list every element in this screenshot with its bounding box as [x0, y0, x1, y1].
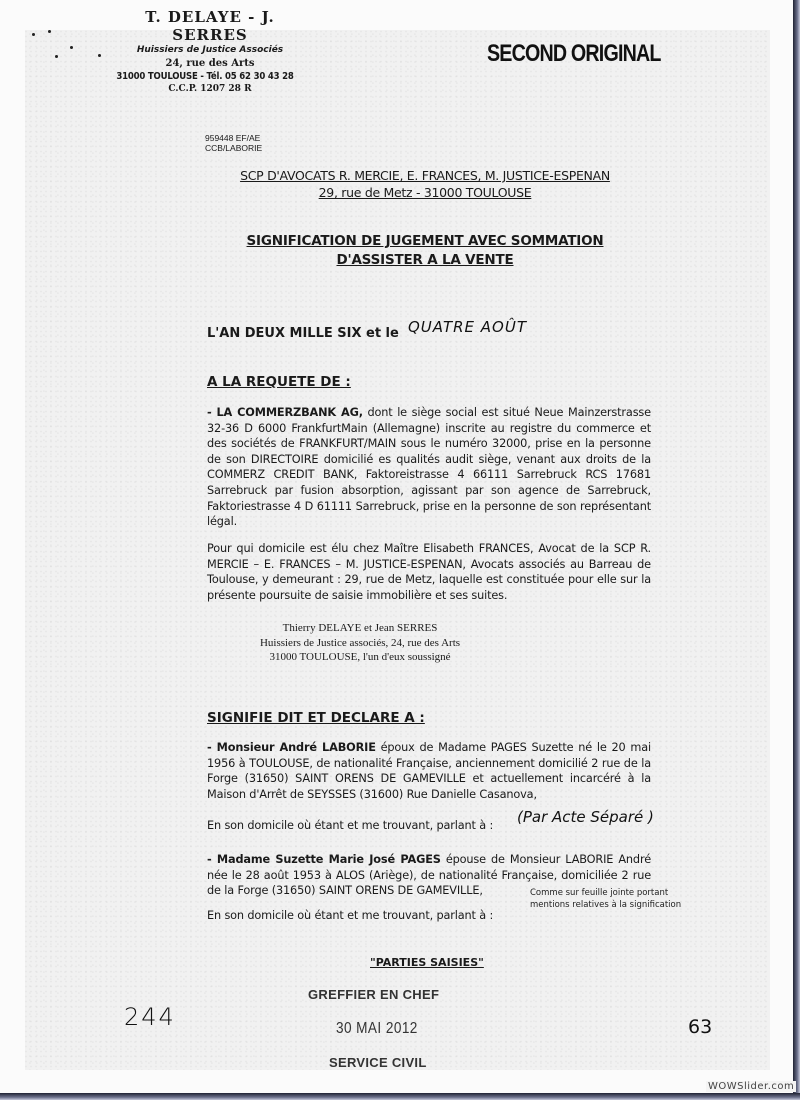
title-line-2: D'ASSISTER A LA VENTE [336, 252, 514, 268]
party1-handwritten-note: (Par Acte Séparé ) [517, 808, 654, 826]
bailiff-stamp [110, 8, 310, 96]
party2-text: épouse de Monsieur LABORIE André née le 28 août 1953 à ALOS (Ariège), de nationalité Française, domiciliée 2 rue de la Forge (31650) SAINT ORENS DE GAMEVILLE, [207, 853, 651, 898]
party2-domicile: En son domicile où étant et me trouvant, parlant à : [207, 909, 494, 922]
party1-paragraph [207, 740, 651, 802]
requete-party-paragraph [207, 405, 651, 530]
party1-name: - Monsieur André LABORIE [207, 741, 376, 754]
handwritten-page-number-left: 244 [124, 1003, 176, 1031]
frame-shadow-right [793, 0, 800, 1100]
law-firm-header [190, 167, 660, 201]
stamp-role: Huissiers de Justice Associés [136, 45, 284, 55]
signatory-line-2: Huissiers de Justice associés, 24, rue des Arts [259, 636, 461, 649]
party1-text: époux de Madame PAGES Suzette né le 20 mai 1956 à TOULOUSE, de nationalité Française, anciennement domicilié 2 rue de la Forge (31650) SAINT ORENS DE GAMEVILLE et actuellement incarcéré à la Maison d'Arrêt de SEYSSES (31600) Rue Danielle Casanova, [207, 741, 651, 801]
service-civil-stamp: SERVICE CIVIL [329, 1055, 427, 1070]
date-line-printed: L'AN DEUX MILLE SIX et le [207, 326, 399, 341]
title-line-1: SIGNIFICATION DE JUGEMENT AVEC SOMMATION [246, 233, 604, 249]
stamp-address: 24, rue des Arts [165, 58, 255, 69]
party2-stamp-note: Comme sur feuille jointe portant mentions relatives à la signification [530, 888, 682, 910]
requete-party-name: - LA COMMERZBANK AG, [207, 406, 363, 419]
handwritten-page-number-right: 63 [688, 1016, 713, 1038]
domicile-paragraph: Pour qui domicile est élu chez Maître Elisabeth FRANCES, Avocat de la SCP R. MERCIE – E. FRANCES – M. JUSTICE-ESPENAN, Avocats associés au Barreau de Toulouse, y demeurant : 29, rue de Metz, laquelle est constituée pour elle sur la présente poursuite de saisie immobilière et ses suites. [207, 542, 651, 602]
stamp-city-tel: 31000 TOULOUSE - Tél. 05 62 30 43 28 [116, 71, 294, 82]
signatory-block [240, 621, 480, 665]
parties-saisies-label: "PARTIES SAISIES" [370, 956, 484, 969]
reference-line: 959448 EF/AE [205, 133, 261, 143]
stamp-name: T. DELAYE - J. SERRES [145, 8, 275, 44]
document-title [190, 232, 660, 270]
signifie-heading: SIGNIFIE DIT ET DECLARE A : [207, 710, 425, 726]
stamp-ccp: C.C.P. 1207 28 R [168, 84, 252, 94]
signatory-line-1: Thierry DELAYE et Jean SERRES [282, 622, 438, 634]
frame-shadow-bottom [0, 1093, 800, 1100]
date-line-handwritten: QUATRE AOÛT [408, 318, 527, 336]
firm-address: 29, rue de Metz - 31000 TOULOUSE [318, 185, 532, 200]
signatory-line-3: 31000 TOULOUSE, l'un d'eux soussigné [269, 651, 451, 663]
firm-name: SCP D'AVOCATS R. MERCIE, E. FRANCES, M. JUSTICE-ESPENAN [240, 168, 610, 183]
watermark: WOWSlider.com [708, 1081, 795, 1092]
date-stamp: 30 MAI 2012 [336, 1020, 418, 1037]
reference-line: CCB/LABORIE [205, 143, 263, 153]
second-original-stamp: SECOND ORIGINAL [487, 40, 661, 67]
party2-name: - Madame Suzette Marie José PAGES [207, 853, 441, 866]
reference-block [205, 133, 262, 153]
greffier-stamp: GREFFIER EN CHEF [308, 987, 440, 1002]
requete-heading: A LA REQUETE DE : [207, 374, 351, 390]
requete-party-text: dont le siège social est situé Neue Mainzerstrasse 32-36 D 6000 FrankfurtMain (Allemagne) inscrite au registre du commerce et des sociétés de FRANKFURT/MAIN sous le numéro 32000, prise en la personne de son DIRECTOIRE domicilié es qualités audit siège, venant aux droits de la COMMERZ CREDIT BANK, Faktoreistrasse 4 66111 Sarrebruck RCS 17681 Sarrebruck par fusion absorption, agissant par son agence de Sarrebruck, Faktoriestrasse 4 D 61111 Sarrebruck, prise en la personne de son représentant légal. [207, 406, 651, 529]
party1-domicile: En son domicile où étant et me trouvant, parlant à : [207, 819, 494, 832]
